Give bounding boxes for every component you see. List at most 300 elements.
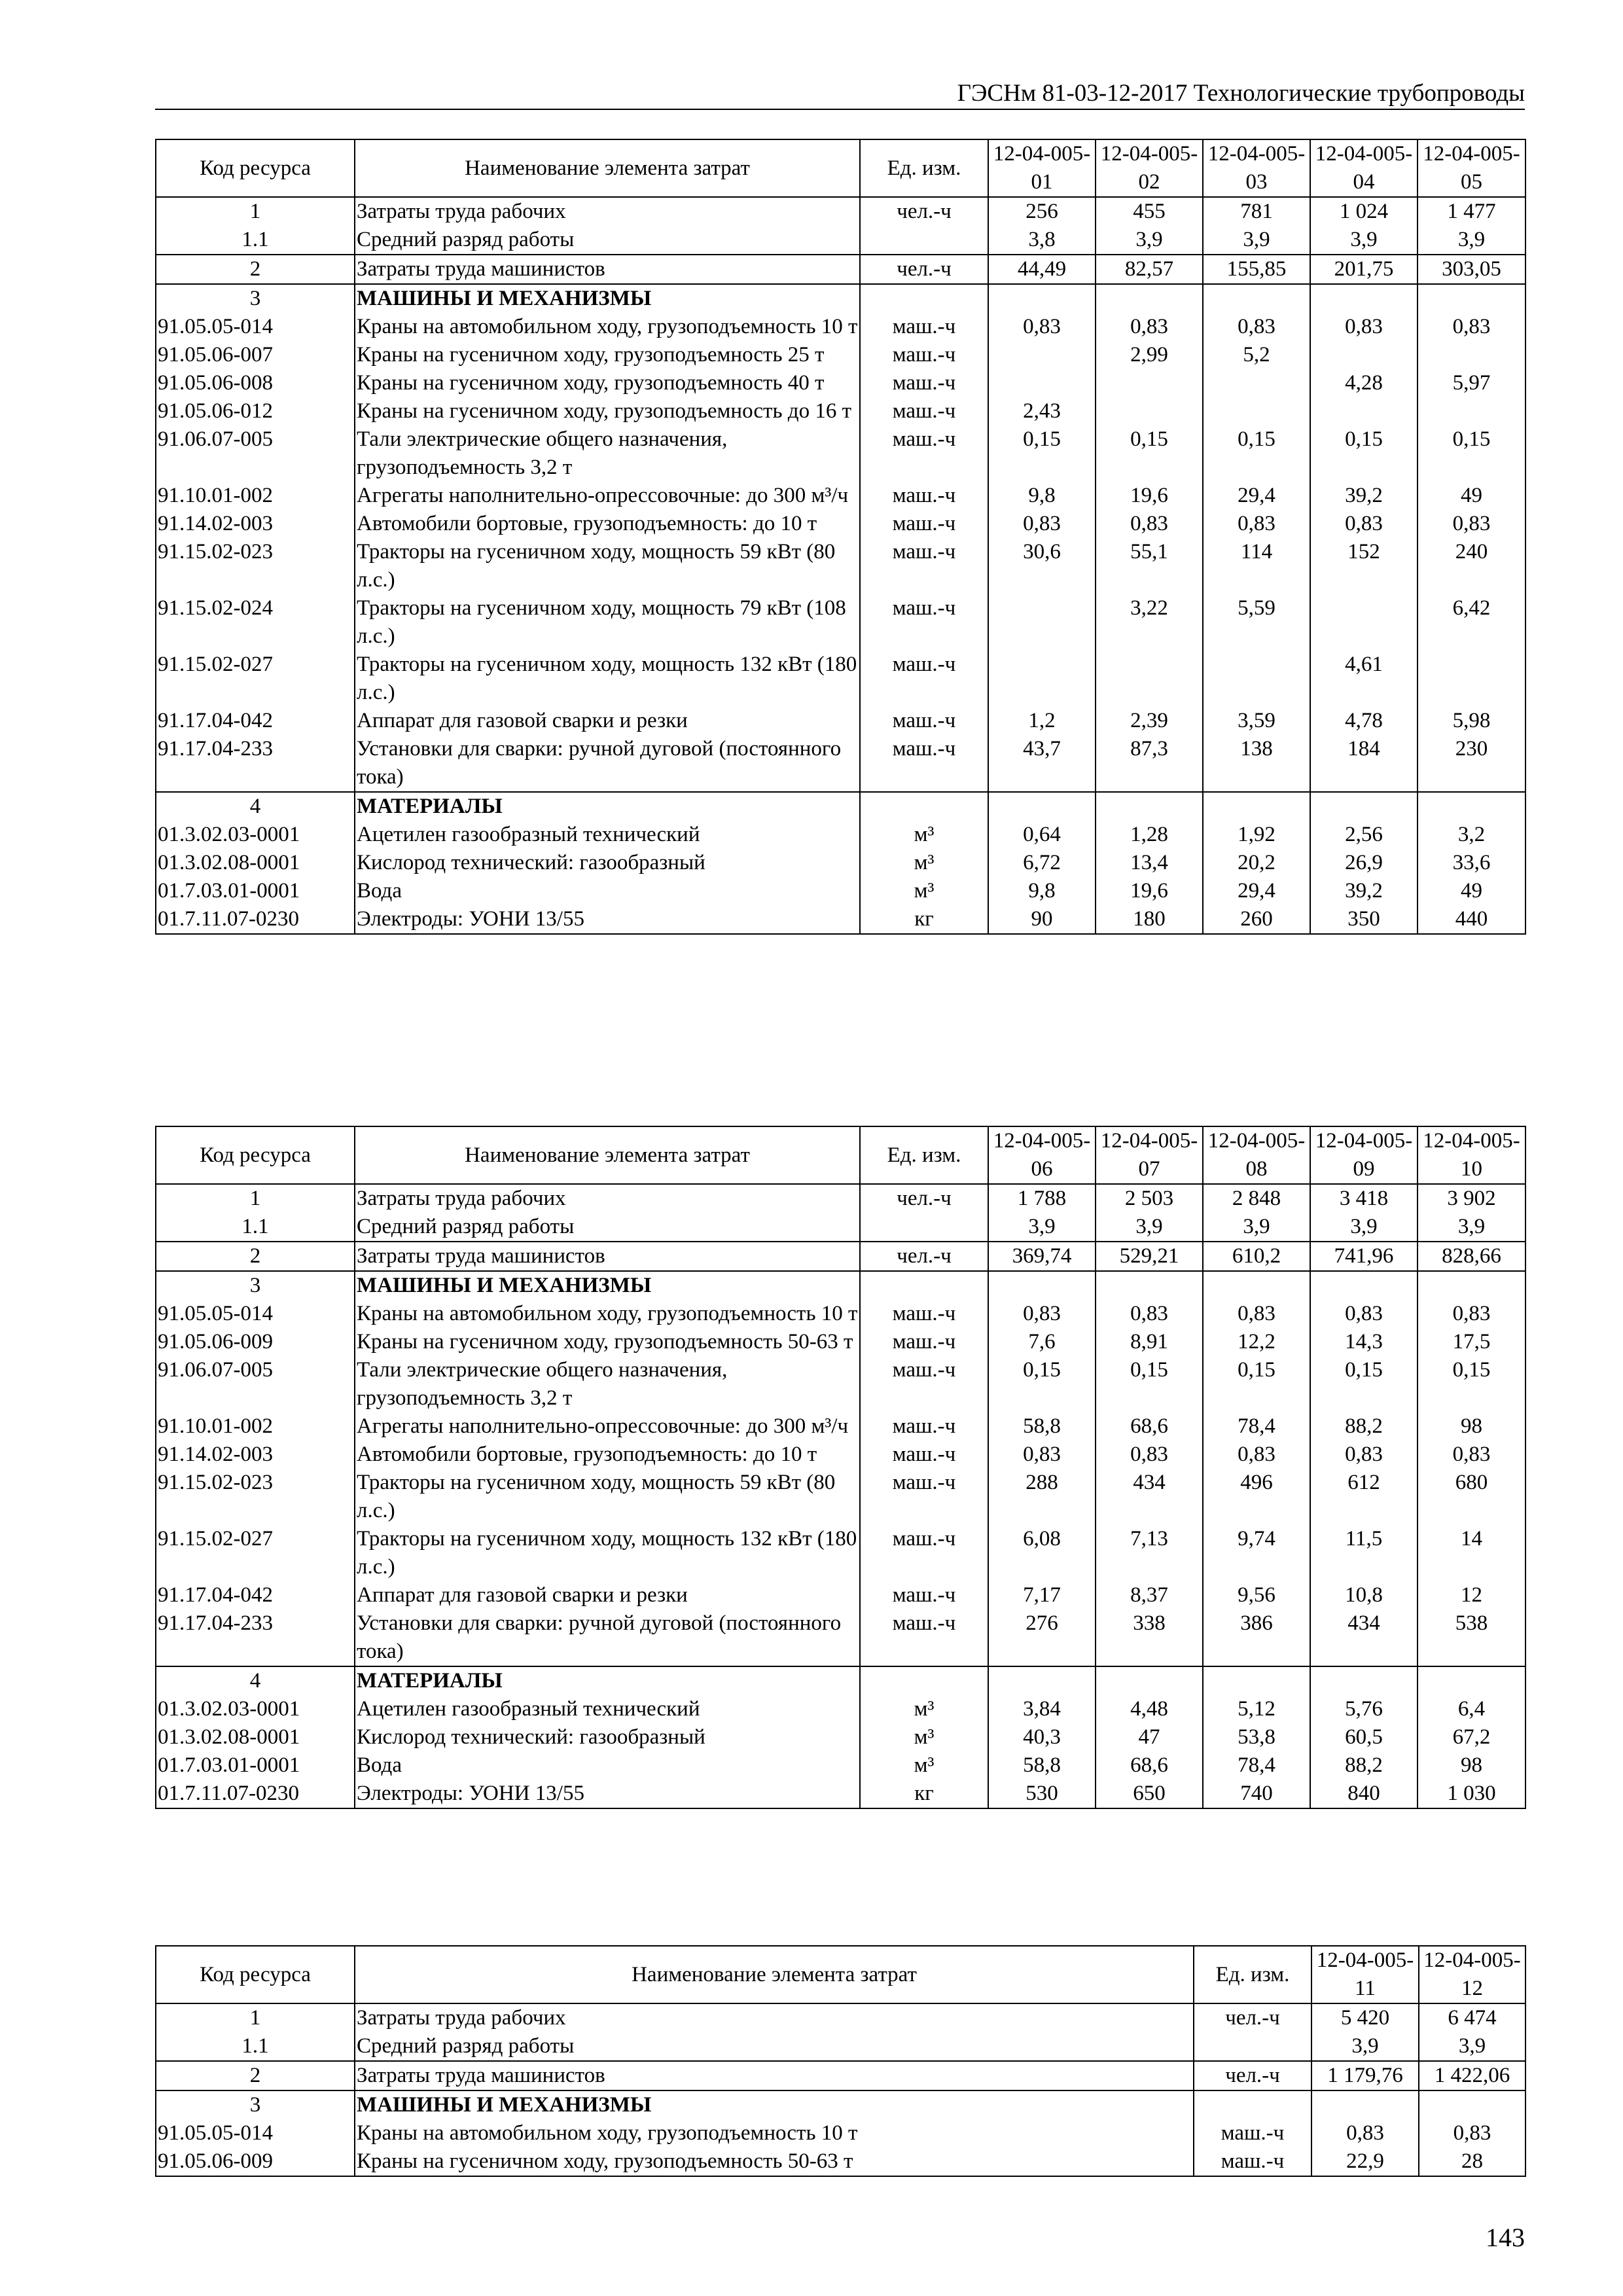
table-header-row (156, 139, 1525, 197)
header-cell-norm: 12-04-005-02 (1096, 139, 1203, 197)
norm-value-cell: 88,2 (1310, 1412, 1418, 1441)
norm-value-cell: 0,83 (1419, 2119, 1525, 2147)
norm-value-cell: 5,98 (1418, 707, 1525, 735)
cost-element-name-cell: МАШИНЫ И МЕХАНИЗМЫ (355, 2090, 1194, 2119)
norm-value-cell: 10,8 (1310, 1581, 1418, 1609)
cost-element-name-cell: Краны на гусеничном ходу, грузоподъемность до 16 т (355, 397, 860, 425)
unit-cell: чел.-ч (1194, 2003, 1311, 2032)
norm-value-cell: 2,56 (1310, 821, 1418, 849)
cost-element-name-cell: Ацетилен газообразный технический (355, 1695, 860, 1723)
resource-code-cell: 91.17.04-042 (156, 1581, 355, 1609)
cost-element-name-cell: Тракторы на гусеничном ходу, мощность 79 кВт (108 л.с.) (355, 594, 860, 651)
table-row (156, 849, 1525, 877)
norm-value-cell: 369,74 (988, 1242, 1096, 1271)
resource-code-cell: 91.14.02-003 (156, 510, 355, 538)
resource-code-cell: 1 (156, 2003, 355, 2032)
table-row (156, 1300, 1525, 1328)
norm-value-cell: 47 (1096, 1723, 1203, 1751)
norm-value-cell (988, 792, 1096, 821)
resource-code-cell: 01.3.02.03-0001 (156, 1695, 355, 1723)
norm-value-cell: 7,6 (988, 1328, 1096, 1356)
table-row (156, 197, 1525, 226)
resource-code-cell: 01.7.03.01-0001 (156, 1751, 355, 1780)
cost-element-name-cell: Затраты труда рабочих (355, 2003, 1194, 2032)
norm-value-cell: 40,3 (988, 1723, 1096, 1751)
resource-code-cell: 2 (156, 1242, 355, 1271)
cost-element-name-cell: МАТЕРИАЛЫ (355, 792, 860, 821)
norm-value-cell: 3,9 (1419, 2032, 1525, 2061)
norm-value-cell: 98 (1418, 1751, 1525, 1780)
norm-value-cell: 7,13 (1096, 1525, 1203, 1581)
norm-value-cell: 43,7 (988, 735, 1096, 792)
table-header-row (156, 1126, 1525, 1184)
norm-value-cell: 29,4 (1203, 877, 1310, 905)
norm-value-cell (1096, 651, 1203, 707)
table-row (156, 1695, 1525, 1723)
unit-cell: маш.-ч (860, 1328, 988, 1356)
cost-element-name-cell: Средний разряд работы (355, 2032, 1194, 2061)
table-row (156, 877, 1525, 905)
table-row (156, 1412, 1525, 1441)
norm-value-cell: 26,9 (1310, 849, 1418, 877)
document-header-title: ГЭСНм 81-03-12-2017 Технологические трубопроводы (957, 80, 1525, 107)
norm-value-cell: 0,83 (988, 1441, 1096, 1469)
cost-element-name-cell: Краны на автомобильном ходу, грузоподъемность 10 т (355, 313, 860, 341)
norm-value-cell: 256 (988, 197, 1096, 226)
resource-code-cell: 4 (156, 792, 355, 821)
cost-element-name-cell: Тракторы на гусеничном ходу, мощность 59 кВт (80 л.с.) (355, 538, 860, 594)
unit-cell (860, 1271, 988, 1300)
norm-value-cell: 1,92 (1203, 821, 1310, 849)
table-row (156, 707, 1525, 735)
header-cell-unit: Ед. изм. (860, 1126, 988, 1184)
header-cell-norm: 12-04-005-11 (1311, 1946, 1419, 2003)
unit-cell: маш.-ч (860, 510, 988, 538)
resource-code-cell: 1.1 (156, 1213, 355, 1242)
table-row (156, 651, 1525, 707)
norm-value-cell: 0,83 (1310, 1441, 1418, 1469)
norm-value-cell (1310, 1271, 1418, 1300)
resource-code-cell: 1 (156, 1184, 355, 1213)
norm-value-cell (1310, 284, 1418, 313)
header-cell-norm: 12-04-005-10 (1418, 1126, 1525, 1184)
norm-value-cell (1310, 341, 1418, 369)
table-row (156, 2119, 1525, 2147)
table-row (156, 821, 1525, 849)
header-cell-norm: 12-04-005-03 (1203, 139, 1310, 197)
cost-element-name-cell: Кислород технический: газообразный (355, 1723, 860, 1751)
table-row (156, 284, 1525, 313)
norm-value-cell: 529,21 (1096, 1242, 1203, 1271)
norm-value-cell: 180 (1096, 905, 1203, 934)
norm-value-cell: 455 (1096, 197, 1203, 226)
norm-value-cell: 19,6 (1096, 877, 1203, 905)
norm-value-cell: 0,83 (1203, 1300, 1310, 1328)
unit-cell (860, 1213, 988, 1242)
norm-value-cell: 338 (1096, 1609, 1203, 1666)
cost-element-name-cell: Краны на автомобильном ходу, грузоподъемность 10 т (355, 2119, 1194, 2147)
table-row (156, 2147, 1525, 2176)
norm-value-cell: 1,2 (988, 707, 1096, 735)
norm-value-cell: 88,2 (1310, 1751, 1418, 1780)
table-row (156, 226, 1525, 255)
norm-value-cell: 0,83 (1311, 2119, 1419, 2147)
norm-value-cell: 19,6 (1096, 482, 1203, 510)
header-rule (155, 109, 1525, 110)
norm-value-cell: 2,39 (1096, 707, 1203, 735)
table-row (156, 1666, 1525, 1695)
norm-value-cell: 78,4 (1203, 1412, 1310, 1441)
norm-value-cell: 0,15 (988, 425, 1096, 482)
unit-cell: маш.-ч (860, 341, 988, 369)
table-row (156, 538, 1525, 594)
norm-value-cell: 740 (1203, 1780, 1310, 1808)
resource-code-cell: 91.05.05-014 (156, 2119, 355, 2147)
norm-value-cell (1096, 284, 1203, 313)
norm-value-cell: 3,9 (1310, 226, 1418, 255)
table-row (156, 1723, 1525, 1751)
resource-code-cell: 01.7.11.07-0230 (156, 905, 355, 934)
cost-element-name-cell: Средний разряд работы (355, 226, 860, 255)
cost-element-name-cell: Агрегаты наполнительно-опрессовочные: до 300 м³/ч (355, 482, 860, 510)
unit-cell: маш.-ч (860, 1412, 988, 1441)
resource-table-3 (155, 1945, 1526, 2177)
norm-value-cell: 0,15 (1418, 1356, 1525, 1412)
unit-cell (1194, 2090, 1311, 2119)
unit-cell: маш.-ч (860, 707, 988, 735)
norm-value-cell: 9,74 (1203, 1525, 1310, 1581)
norm-value-cell: 612 (1310, 1469, 1418, 1525)
cost-element-name-cell: МАШИНЫ И МЕХАНИЗМЫ (355, 284, 860, 313)
norm-value-cell: 781 (1203, 197, 1310, 226)
table-row (156, 397, 1525, 425)
norm-value-cell: 3 902 (1418, 1184, 1525, 1213)
norm-value-cell: 3,9 (1203, 1213, 1310, 1242)
unit-cell: чел.-ч (1194, 2061, 1311, 2090)
norm-value-cell: 28 (1419, 2147, 1525, 2176)
table-row (156, 1751, 1525, 1780)
table-row (156, 1469, 1525, 1525)
norm-value-cell: 39,2 (1310, 877, 1418, 905)
resource-code-cell: 2 (156, 255, 355, 284)
table-row (156, 510, 1525, 538)
resource-code-cell: 91.17.04-233 (156, 735, 355, 792)
resource-code-cell: 91.15.02-027 (156, 1525, 355, 1581)
unit-cell: маш.-ч (860, 1300, 988, 1328)
norm-value-cell (1310, 1666, 1418, 1695)
table-row (156, 369, 1525, 397)
unit-cell: маш.-ч (860, 482, 988, 510)
page-number: 143 (1486, 2223, 1525, 2252)
cost-element-name-cell: Затраты труда машинистов (355, 255, 860, 284)
unit-cell: маш.-ч (860, 1581, 988, 1609)
norm-value-cell (1203, 651, 1310, 707)
cost-element-name-cell: Вода (355, 1751, 860, 1780)
resource-code-cell: 01.3.02.08-0001 (156, 849, 355, 877)
norm-value-cell (1096, 369, 1203, 397)
norm-value-cell: 5,76 (1310, 1695, 1418, 1723)
norm-value-cell: 33,6 (1418, 849, 1525, 877)
norm-value-cell: 0,83 (1418, 1441, 1525, 1469)
resource-code-cell: 1.1 (156, 226, 355, 255)
norm-value-cell: 1 788 (988, 1184, 1096, 1213)
table-header-row (156, 1946, 1525, 2003)
unit-cell: маш.-ч (860, 369, 988, 397)
norm-value-cell: 44,49 (988, 255, 1096, 284)
norm-value-cell: 260 (1203, 905, 1310, 934)
norm-value-cell: 8,91 (1096, 1328, 1203, 1356)
unit-cell: м³ (860, 821, 988, 849)
cost-element-name-cell: Автомобили бортовые, грузоподъемность: до 10 т (355, 510, 860, 538)
resource-code-cell: 91.10.01-002 (156, 1412, 355, 1441)
norm-value-cell: 434 (1310, 1609, 1418, 1666)
norm-value-cell: 12,2 (1203, 1328, 1310, 1356)
norm-value-cell (1203, 1271, 1310, 1300)
norm-value-cell: 49 (1418, 877, 1525, 905)
norm-value-cell: 14 (1418, 1525, 1525, 1581)
norm-value-cell: 650 (1096, 1780, 1203, 1808)
norm-value-cell: 5,12 (1203, 1695, 1310, 1723)
norm-value-cell: 49 (1418, 482, 1525, 510)
unit-cell: маш.-ч (860, 425, 988, 482)
resource-code-cell: 1 (156, 197, 355, 226)
table-row (156, 2003, 1525, 2032)
cost-element-name-cell: Средний разряд работы (355, 1213, 860, 1242)
cost-element-name-cell: Установки для сварки: ручной дуговой (постоянного тока) (355, 1609, 860, 1666)
header-cell-code: Код ресурса (156, 139, 355, 197)
table-row (156, 1581, 1525, 1609)
norm-value-cell: 87,3 (1096, 735, 1203, 792)
norm-value-cell: 0,83 (1096, 1441, 1203, 1469)
cost-element-name-cell: Краны на гусеничном ходу, грузоподъемность 50-63 т (355, 2147, 1194, 2176)
norm-value-cell: 3,9 (988, 1213, 1096, 1242)
cost-element-name-cell: Тракторы на гусеничном ходу, мощность 132 кВт (180 л.с.) (355, 651, 860, 707)
norm-value-cell (988, 651, 1096, 707)
header-cell-norm: 12-04-005-07 (1096, 1126, 1203, 1184)
unit-cell: кг (860, 1780, 988, 1808)
header-cell-unit: Ед. изм. (1194, 1946, 1311, 2003)
norm-value-cell: 3 418 (1310, 1184, 1418, 1213)
cost-element-name-cell: Затраты труда рабочих (355, 197, 860, 226)
norm-value-cell: 230 (1418, 735, 1525, 792)
resource-code-cell: 91.05.06-009 (156, 1328, 355, 1356)
norm-value-cell: 2 503 (1096, 1184, 1203, 1213)
unit-cell: м³ (860, 849, 988, 877)
norm-value-cell: 6,4 (1418, 1695, 1525, 1723)
unit-cell: маш.-ч (860, 594, 988, 651)
resource-code-cell: 01.7.03.01-0001 (156, 877, 355, 905)
header-cell-code: Код ресурса (156, 1126, 355, 1184)
resource-table-1 (155, 139, 1526, 935)
norm-value-cell: 610,2 (1203, 1242, 1310, 1271)
norm-value-cell: 30,6 (988, 538, 1096, 594)
header-cell-norm: 12-04-005-09 (1310, 1126, 1418, 1184)
unit-cell (1194, 2032, 1311, 2061)
norm-value-cell: 201,75 (1310, 255, 1418, 284)
norm-value-cell: 1 477 (1418, 197, 1525, 226)
norm-value-cell: 3,8 (988, 226, 1096, 255)
unit-cell: чел.-ч (860, 255, 988, 284)
header-cell-norm: 12-04-005-12 (1419, 1946, 1525, 2003)
cost-element-name-cell: Тракторы на гусеничном ходу, мощность 59 кВт (80 л.с.) (355, 1469, 860, 1525)
header-cell-name: Наименование элемента затрат (355, 139, 860, 197)
norm-value-cell: 0,83 (1418, 1300, 1525, 1328)
header-cell-code: Код ресурса (156, 1946, 355, 2003)
norm-value-cell: 828,66 (1418, 1242, 1525, 1271)
norm-value-cell: 9,8 (988, 877, 1096, 905)
header-cell-name: Наименование элемента затрат (355, 1946, 1194, 2003)
norm-value-cell: 4,28 (1310, 369, 1418, 397)
norm-value-cell: 0,15 (1096, 425, 1203, 482)
unit-cell (860, 284, 988, 313)
norm-value-cell: 17,5 (1418, 1328, 1525, 1356)
norm-value-cell: 0,15 (1203, 1356, 1310, 1412)
norm-value-cell: 0,83 (1310, 510, 1418, 538)
norm-value-cell: 138 (1203, 735, 1310, 792)
norm-value-cell: 0,83 (1310, 1300, 1418, 1328)
table-row (156, 905, 1525, 934)
cost-element-name-cell: МАШИНЫ И МЕХАНИЗМЫ (355, 1271, 860, 1300)
table-row (156, 792, 1525, 821)
header-cell-unit: Ед. изм. (860, 139, 988, 197)
unit-cell: маш.-ч (1194, 2119, 1311, 2147)
unit-cell: маш.-ч (860, 1469, 988, 1525)
resource-code-cell: 91.05.05-014 (156, 1300, 355, 1328)
norm-value-cell (1203, 369, 1310, 397)
norm-value-cell: 13,4 (1096, 849, 1203, 877)
norm-value-cell: 3,59 (1203, 707, 1310, 735)
norm-value-cell: 67,2 (1418, 1723, 1525, 1751)
norm-value-cell: 0,83 (1096, 1300, 1203, 1328)
unit-cell: м³ (860, 1723, 988, 1751)
resource-code-cell: 3 (156, 284, 355, 313)
norm-value-cell: 538 (1418, 1609, 1525, 1666)
norm-value-cell: 53,8 (1203, 1723, 1310, 1751)
resource-code-cell: 3 (156, 1271, 355, 1300)
norm-value-cell (1203, 397, 1310, 425)
unit-cell: маш.-ч (860, 1609, 988, 1666)
table-row (156, 1609, 1525, 1666)
unit-cell: маш.-ч (860, 1356, 988, 1412)
norm-value-cell: 68,6 (1096, 1751, 1203, 1780)
norm-value-cell: 530 (988, 1780, 1096, 1808)
norm-value-cell: 1 024 (1310, 197, 1418, 226)
resource-code-cell: 91.17.04-233 (156, 1609, 355, 1666)
norm-value-cell: 11,5 (1310, 1525, 1418, 1581)
norm-value-cell: 184 (1310, 735, 1418, 792)
norm-value-cell: 288 (988, 1469, 1096, 1525)
norm-value-cell (988, 1666, 1096, 1695)
resource-code-cell: 91.05.06-009 (156, 2147, 355, 2176)
norm-value-cell: 6,42 (1418, 594, 1525, 651)
cost-element-name-cell: Затраты труда рабочих (355, 1184, 860, 1213)
norm-value-cell: 6,08 (988, 1525, 1096, 1581)
norm-value-cell: 5,59 (1203, 594, 1310, 651)
norm-value-cell: 22,9 (1311, 2147, 1419, 2176)
norm-value-cell (1203, 792, 1310, 821)
norm-value-cell: 0,15 (1418, 425, 1525, 482)
resource-code-cell: 91.06.07-005 (156, 1356, 355, 1412)
unit-cell: маш.-ч (860, 651, 988, 707)
norm-value-cell (1418, 341, 1525, 369)
norm-value-cell: 3,9 (1311, 2032, 1419, 2061)
cost-element-name-cell: Кислород технический: газообразный (355, 849, 860, 877)
norm-value-cell: 9,56 (1203, 1581, 1310, 1609)
table-row (156, 2061, 1525, 2090)
cost-element-name-cell: Вода (355, 877, 860, 905)
table-row (156, 735, 1525, 792)
resource-table-2 (155, 1126, 1526, 1809)
cost-element-name-cell: Автомобили бортовые, грузоподъемность: до 10 т (355, 1441, 860, 1469)
norm-value-cell: 58,8 (988, 1751, 1096, 1780)
norm-value-cell: 0,83 (988, 510, 1096, 538)
norm-value-cell: 1 422,06 (1419, 2061, 1525, 2090)
unit-cell (860, 226, 988, 255)
norm-value-cell (1418, 397, 1525, 425)
norm-value-cell: 3,9 (1418, 226, 1525, 255)
norm-value-cell: 4,48 (1096, 1695, 1203, 1723)
cost-element-name-cell: Электроды: УОНИ 13/55 (355, 1780, 860, 1808)
cost-element-name-cell: Затраты труда машинистов (355, 1242, 860, 1271)
cost-element-name-cell: Тали электрические общего назначения, грузоподъемность 3,2 т (355, 1356, 860, 1412)
cost-element-name-cell: Затраты труда машинистов (355, 2061, 1194, 2090)
resource-code-cell: 3 (156, 2090, 355, 2119)
norm-value-cell: 1 179,76 (1311, 2061, 1419, 2090)
norm-value-cell: 6,72 (988, 849, 1096, 877)
norm-value-cell (988, 369, 1096, 397)
norm-value-cell: 496 (1203, 1469, 1310, 1525)
resource-code-cell: 01.3.02.08-0001 (156, 1723, 355, 1751)
unit-cell: маш.-ч (860, 1441, 988, 1469)
norm-value-cell: 0,15 (1096, 1356, 1203, 1412)
norm-value-cell: 6 474 (1419, 2003, 1525, 2032)
norm-value-cell: 0,15 (1310, 1356, 1418, 1412)
norm-value-cell: 9,8 (988, 482, 1096, 510)
table-row (156, 2032, 1525, 2061)
unit-cell: м³ (860, 877, 988, 905)
norm-value-cell: 98 (1418, 1412, 1525, 1441)
norm-value-cell: 82,57 (1096, 255, 1203, 284)
norm-value-cell (1310, 792, 1418, 821)
norm-value-cell (1203, 284, 1310, 313)
norm-value-cell (1418, 1666, 1525, 1695)
table-row (156, 1328, 1525, 1356)
norm-value-cell: 55,1 (1096, 538, 1203, 594)
cost-element-name-cell: Аппарат для газовой сварки и резки (355, 1581, 860, 1609)
unit-cell: маш.-ч (860, 735, 988, 792)
norm-value-cell: 0,83 (1418, 510, 1525, 538)
norm-value-cell: 14,3 (1310, 1328, 1418, 1356)
norm-value-cell (988, 341, 1096, 369)
cost-element-name-cell: МАТЕРИАЛЫ (355, 1666, 860, 1695)
norm-value-cell: 0,83 (988, 1300, 1096, 1328)
norm-value-cell: 1,28 (1096, 821, 1203, 849)
cost-element-name-cell: Краны на гусеничном ходу, грузоподъемность 50-63 т (355, 1328, 860, 1356)
resource-code-cell: 4 (156, 1666, 355, 1695)
unit-cell (860, 1666, 988, 1695)
norm-value-cell: 5,2 (1203, 341, 1310, 369)
norm-value-cell: 0,83 (1418, 313, 1525, 341)
norm-value-cell: 0,83 (1096, 313, 1203, 341)
norm-value-cell: 3,9 (1310, 1213, 1418, 1242)
norm-value-cell: 0,83 (1310, 313, 1418, 341)
norm-value-cell: 0,15 (1310, 425, 1418, 482)
unit-cell: чел.-ч (860, 197, 988, 226)
table-row (156, 255, 1525, 284)
norm-value-cell: 2,99 (1096, 341, 1203, 369)
norm-value-cell: 8,37 (1096, 1581, 1203, 1609)
norm-value-cell (1418, 1271, 1525, 1300)
